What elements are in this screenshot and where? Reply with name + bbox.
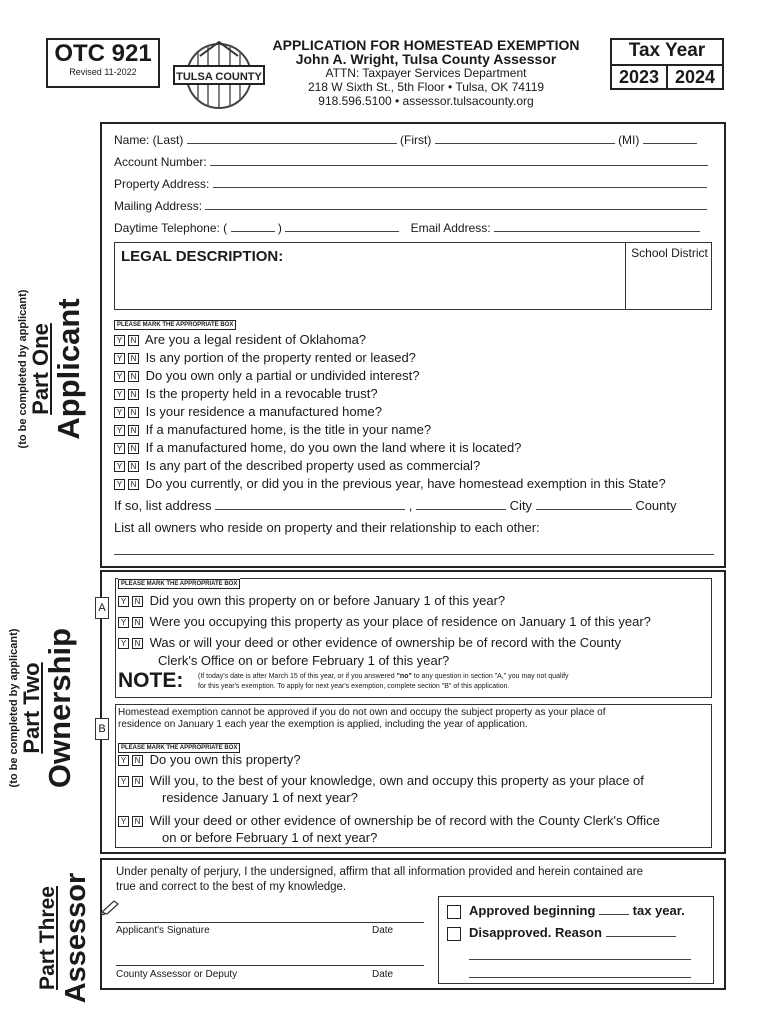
if-so-row — [114, 497, 677, 515]
question-text: Is any part of the described property used as commercial? — [145, 458, 481, 473]
mailing-address-field[interactable] — [205, 198, 707, 210]
no-checkbox[interactable]: N — [128, 461, 139, 472]
part-two-side-label — [8, 508, 104, 908]
question-row — [118, 632, 651, 653]
school-district-label: School District — [631, 246, 708, 260]
question-text: Will your deed or other evidence of ownership be of record with the County Clerk's Office — [149, 813, 660, 828]
reason-field[interactable] — [606, 926, 676, 937]
approved-year-field[interactable] — [599, 904, 629, 915]
yes-checkbox[interactable]: Y — [118, 638, 129, 649]
assessor-signature-line[interactable] — [116, 965, 424, 966]
yes-checkbox[interactable]: Y — [114, 461, 125, 472]
question-text: Is any portion of the property rented or leased? — [145, 350, 416, 365]
pen-icon — [100, 898, 122, 919]
applicant-date-label: Date — [372, 925, 394, 936]
question-text: Were you occupying this property as your place of residence on January 1 of this year? — [149, 614, 651, 629]
mark-box-label-3: PLEASE MARK THE APPROPRIATE BOX — [118, 738, 240, 753]
yes-checkbox[interactable]: Y — [114, 335, 125, 346]
tax-year-box — [610, 38, 724, 90]
previous-state-field[interactable] — [416, 498, 506, 510]
phone-label: Daytime Telephone: ( — [114, 221, 228, 235]
email-label: Email Address: — [410, 221, 491, 235]
previous-address-field[interactable] — [215, 498, 405, 510]
if-so-label: If so, list address — [114, 498, 212, 513]
no-checkbox[interactable]: N — [132, 776, 143, 787]
question-continuation: Clerk's Office on or before February 1 of this year? — [158, 653, 450, 668]
question-text: If a manufactured home, is the title in your name? — [145, 422, 432, 437]
county-label: County — [635, 498, 677, 513]
email-field[interactable] — [494, 220, 700, 232]
mi-label: (MI) — [618, 133, 640, 147]
yes-checkbox[interactable]: Y — [118, 816, 129, 827]
part-three-side-label — [36, 858, 96, 1018]
no-checkbox[interactable]: N — [132, 596, 143, 607]
form-code: OTC 921 — [54, 40, 152, 67]
legal-description-label: LEGAL DESCRIPTION: — [121, 248, 284, 265]
mi-field[interactable] — [643, 132, 697, 144]
no-checkbox[interactable]: N — [128, 389, 139, 400]
question-row — [118, 611, 651, 632]
last-name-field[interactable] — [187, 132, 397, 144]
account-row — [114, 153, 708, 171]
yes-checkbox[interactable]: Y — [118, 776, 129, 787]
header-block — [256, 38, 596, 108]
disapproved-checkbox[interactable] — [447, 927, 461, 941]
mailing-address-label: Mailing Address: — [114, 199, 203, 213]
question-row — [118, 812, 660, 830]
section-b-questions — [118, 750, 660, 846]
question-continuation: on or before February 1 of next year? — [162, 830, 378, 845]
form-title: APPLICATION FOR HOMESTEAD EXEMPTION — [272, 37, 580, 53]
mark-box-label-1: PLEASE MARK THE APPROPRIATE BOX — [114, 315, 236, 330]
approved-row — [447, 903, 685, 919]
no-checkbox[interactable]: N — [132, 617, 143, 628]
no-checkbox[interactable]: N — [128, 371, 139, 382]
section-b-intro: Homestead exemption cannot be approved if you do not own and occupy the subject property as your place of residence on January 1 each year the exemption is applied, including the year of application. — [118, 707, 606, 730]
question-text: Did you own this property on or before January 1 of this year? — [149, 593, 506, 608]
yes-checkbox[interactable]: Y — [114, 443, 125, 454]
approved-label: Approved beginning — [469, 903, 596, 918]
yes-checkbox[interactable]: Y — [114, 425, 125, 436]
form-code-box — [46, 38, 160, 88]
question-row — [118, 750, 660, 770]
tax-year-label: Tax Year — [628, 40, 706, 61]
assessor-date-label: Date — [372, 969, 394, 980]
question-text: Do you own this property? — [149, 752, 301, 767]
applicant-signature-label: Applicant's Signature — [116, 925, 210, 936]
question-text: Do you currently, or did you in the previous year, have homestead exemption in this State? — [145, 476, 666, 491]
reason-line-2[interactable] — [469, 959, 691, 960]
part-three-title: Part Three — [36, 886, 59, 990]
applicant-signature-line[interactable] — [116, 922, 424, 923]
mark-box-label-2: PLEASE MARK THE APPROPRIATE BOX — [118, 574, 240, 589]
tax-year-2024[interactable]: 2024 — [666, 66, 722, 88]
question-row — [114, 457, 666, 475]
city-field[interactable] — [536, 498, 632, 510]
assessor-name: John A. Wright, Tulsa County Assessor — [295, 51, 557, 67]
account-number-field[interactable] — [210, 154, 708, 166]
owners-field[interactable] — [114, 554, 714, 555]
part-one-title: Part One — [28, 323, 53, 415]
first-name-label: (First) — [400, 133, 432, 147]
part-one-note: (to be completed by applicant) — [17, 289, 29, 449]
phone-field[interactable] — [285, 220, 399, 232]
no-checkbox[interactable]: N — [128, 479, 139, 490]
assessor-signature-label: County Assessor or Deputy — [116, 969, 238, 980]
yes-checkbox[interactable]: Y — [114, 353, 125, 364]
yes-checkbox[interactable]: Y — [114, 479, 125, 490]
yes-checkbox[interactable]: Y — [114, 371, 125, 382]
question-row — [114, 367, 666, 385]
logo-text: TULSA COUNTY — [176, 71, 262, 83]
question-row — [114, 421, 666, 439]
question-row — [118, 590, 651, 611]
disapproved-label: Disapproved. Reason — [469, 925, 602, 940]
note-label: NOTE: — [118, 669, 184, 692]
part-three-section: Assessor — [60, 872, 92, 1004]
office-address: 218 W Sixth St., 5th Floor • Tulsa, OK 74119 — [307, 80, 545, 94]
question-row — [114, 385, 666, 403]
property-row — [114, 175, 707, 193]
reason-line-3[interactable] — [469, 977, 691, 978]
tulsa-county-logo — [170, 36, 268, 116]
question-text: If a manufactured home, do you own the land where it is located? — [145, 440, 522, 455]
phone-row — [114, 219, 700, 237]
part-one-section: Applicant — [51, 298, 86, 440]
area-code-field[interactable] — [231, 220, 275, 232]
property-address-field[interactable] — [213, 176, 707, 188]
mailing-row — [114, 197, 707, 215]
note-text: (If today's date is after March 15 of this year, or if you answered "no" to any question in section "A," you may not qualify for this year's exemption. To apply for next year's exemption, complete section "B" of this application. — [198, 673, 569, 690]
office-contact: 918.596.5100 • assessor.tulsacounty.org — [318, 94, 534, 108]
first-name-field[interactable] — [435, 132, 615, 144]
question-text: Do you own only a partial or undivided interest? — [145, 368, 420, 383]
legal-description-box[interactable] — [114, 242, 712, 310]
yes-checkbox[interactable]: Y — [118, 755, 129, 766]
name-row — [114, 131, 697, 149]
approved-checkbox[interactable] — [447, 905, 461, 919]
yes-checkbox[interactable]: Y — [118, 617, 129, 628]
part-two-note: (to be completed by applicant) — [8, 628, 20, 788]
owners-label: List all owners who reside on property and their relationship to each other: — [114, 520, 540, 535]
comma: , — [408, 498, 413, 513]
question-continuation: residence January 1 of next year? — [162, 790, 358, 805]
disapproved-row — [447, 925, 676, 941]
perjury-statement: Under penalty of perjury, I the undersigned, affirm that all information provided and herein contained are true and correct to the best of my knowledge. — [116, 866, 643, 893]
approved-end-label: tax year. — [632, 903, 685, 918]
property-address-label: Property Address: — [114, 177, 210, 191]
question-row — [114, 475, 666, 493]
question-text: Are you a legal resident of Oklahoma? — [144, 332, 367, 347]
section-a-questions — [118, 590, 651, 669]
question-text: Will you, to the best of your knowledge, own and occupy this property as your place of — [149, 773, 644, 788]
no-checkbox[interactable]: N — [128, 353, 139, 364]
phone-close-paren: ) — [277, 221, 282, 235]
account-label: Account Number: — [114, 155, 207, 169]
no-checkbox[interactable]: N — [128, 407, 139, 418]
question-row — [114, 331, 666, 349]
attention-line: ATTN: Taxpayer Services Department — [325, 66, 527, 80]
no-checkbox[interactable]: N — [132, 755, 143, 766]
revised-date: Revised 11-2022 — [69, 67, 137, 77]
section-b-tab: B — [95, 718, 109, 740]
question-text: Is your residence a manufactured home? — [145, 404, 382, 419]
no-checkbox[interactable]: N — [132, 816, 143, 827]
no-checkbox[interactable]: N — [132, 638, 143, 649]
yes-checkbox[interactable]: Y — [114, 407, 125, 418]
question-row — [114, 403, 666, 421]
question-text: Is the property held in a revocable trust? — [145, 386, 378, 401]
no-checkbox[interactable]: N — [128, 335, 139, 346]
yes-checkbox[interactable]: Y — [118, 596, 129, 607]
section-a-tab: A — [95, 597, 109, 619]
question-row — [118, 772, 660, 790]
no-checkbox[interactable]: N — [128, 443, 139, 454]
part-two-title: Part Two — [19, 662, 44, 754]
city-label: City — [509, 498, 533, 513]
question-row — [114, 439, 666, 457]
no-checkbox[interactable]: N — [128, 425, 139, 436]
question-row — [114, 349, 666, 367]
applicant-questions — [114, 331, 666, 493]
school-district-box[interactable] — [625, 243, 713, 309]
name-last-label: Name: (Last) — [114, 133, 184, 147]
tax-year-2023[interactable]: 2023 — [618, 67, 660, 87]
question-text: Was or will your deed or other evidence of ownership be of record with the County — [149, 635, 621, 650]
yes-checkbox[interactable]: Y — [114, 389, 125, 400]
assessor-decision-box — [438, 896, 714, 984]
part-two-section: Ownership — [42, 627, 77, 789]
